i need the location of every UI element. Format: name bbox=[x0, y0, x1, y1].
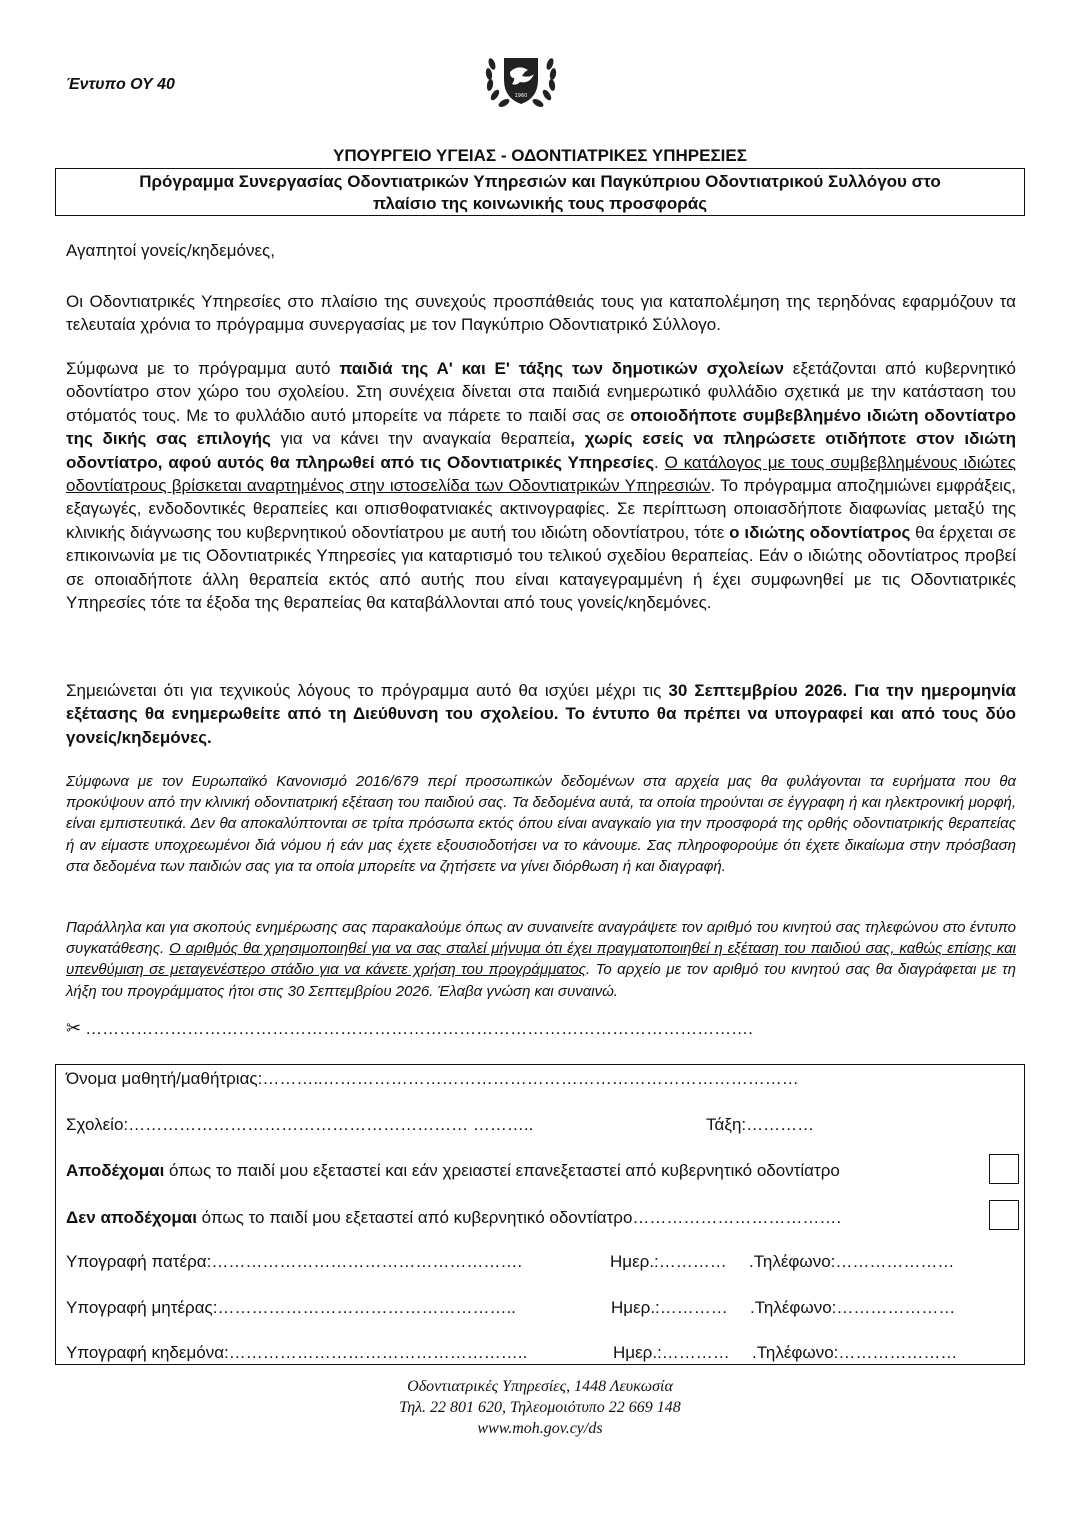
bold-span: οποιοδήποτε συμβεβλημένο ιδιώτη οδοντίατρο της δικής σας επιλογής bbox=[66, 405, 1016, 449]
father-phone-field[interactable]: .Τηλέφωνο:………………… bbox=[749, 1252, 955, 1271]
decline-option bbox=[66, 1208, 841, 1228]
bold-span: παιδιά της Α' και Ε' τάξης των δημοτικών σχολείων bbox=[339, 359, 784, 378]
decline-label: Δεν αποδέχομαι bbox=[66, 1208, 197, 1227]
validity-paragraph bbox=[66, 679, 1016, 749]
underlined-span: Ο αριθμός θα χρησιμοποιηθεί για να σας σταλεί μήνυμα ότι έχει πραγματοποιηθεί η εξέταση του παιδιού σας, καθώς επίσης και υπενθύμιση σε μεταγενέστερο στάδιο για να κάνετε χρήση του προγράμματος bbox=[66, 940, 1016, 979]
decline-text: όπως το παιδί μου εξεταστεί από κυβερνητικό οδοντίατρο………………………………. bbox=[196, 1208, 842, 1227]
mother-signature-field[interactable]: Υπογραφή μητέρας:…………………………………………….. bbox=[66, 1298, 516, 1317]
program-title-box bbox=[55, 168, 1025, 216]
dentist-list-link[interactable]: Ο κατάλογος με τους συμβεβλημένους ιδιώτες οδοντίατρους βρίσκεται αναρτημένος στην ιστοσελίδα των Οδοντιατρικών Υπηρεσιών bbox=[66, 452, 1016, 496]
phone-consent-paragraph bbox=[66, 917, 1016, 1002]
cyprus-coat-of-arms-icon bbox=[482, 50, 560, 114]
consent-form-box bbox=[55, 1064, 1025, 1365]
form-code: Έντυπο ΟΥ 40 bbox=[66, 76, 175, 93]
accept-text: όπως το παιδί μου εξεταστεί και εάν χρειαστεί επανεξεταστεί από κυβερνητικό οδοντίατρο bbox=[164, 1161, 840, 1180]
text-span: . Το πρόγραμμα αποζημιώνει εμφράξεις, εξαγωγές, ενδοδοντικές θεραπείες και οπισθοφατνιακές ακτινογραφίες. Σε περίπτωση οποιασδήποτε διαφωνίας μεταξύ της κλινικής διάγνωσης του κυβερνητικού οδοντίατρου με αυτή του ιδιώτη οδοντίατρου, τότε bbox=[66, 476, 1016, 542]
cut-line-dots: ………………………………………………………………………………………………………. bbox=[85, 1018, 753, 1038]
intro-paragraph: Οι Οδοντιατρικές Υπηρεσίες στο πλαίσιο της συνεχούς προσπάθειάς τους για καταπολέμηση της τερηδόνας εφαρμόζουν τα τελευταία χρόνια το πρόγραμμα συνεργασίας με τον Παγκύπριο Οδοντιατρικό Σύλλογο. bbox=[66, 292, 1016, 335]
bold-span: ο ιδιώτης οδοντίατρος bbox=[729, 522, 911, 542]
bold-span: , χωρίς εσείς να πληρώσετε οτιδήποτε στον ιδιώτη οδοντίατρο, αφού αυτός θα πληρωθεί από τις Οδοντιατρικές Υπηρεσίες bbox=[66, 429, 1016, 472]
greeting: Αγαπητοί γονείς/κηδεμόνες, bbox=[66, 241, 275, 260]
mother-date-field[interactable]: Ημερ.:………… bbox=[611, 1298, 728, 1317]
text-span: . Το αρχείο με τον αριθμό του κινητού σας θα διαγράφεται με τη λήξη του προγράμματος ήτοι στις 30 Σεπτεμβρίου 2026. Έλαβα γνώση και συναινώ. bbox=[66, 961, 1016, 1000]
program-description-paragraph bbox=[66, 357, 1016, 614]
text-span: για να κάνει την αναγκαία θεραπεία bbox=[270, 429, 571, 449]
grade-field[interactable]: Τάξη:………… bbox=[706, 1115, 815, 1134]
accept-label: Αποδέχομαι bbox=[66, 1161, 165, 1180]
student-name-field[interactable]: Όνομα μαθητή/μαθήτριας:………..………………………………………………………………………… bbox=[66, 1069, 799, 1088]
text-span: εξετάζονται από κυβερνητικό οδοντίατρο στον χώρο του σχολείου. Στη συνέχεια δίνεται στα παιδιά ενημερωτικό φυλλάδιο σχετικά με την κατάσταση του στόματός τους. Με το φυλλάδιο αυτό μπορείτε να πάρετε το παιδί σας σε bbox=[66, 359, 1016, 425]
svg-text:1960: 1960 bbox=[514, 93, 528, 99]
father-signature-field[interactable]: Υπογραφή πατέρα:………………………………………………. bbox=[66, 1252, 523, 1271]
gdpr-paragraph: Σύμφωνα με τον Ευρωπαϊκό Κανονισμό 2016/679 περί προσωπικών δεδομένων στα αρχεία μας θα φυλάγονται τα ευρήματα που θα προκύψουν από την κλινική οδοντιατρική εξέταση του παιδιού σας. Τα δεδομένα αυτά, τα οποία τηρούνται σε έγγραφη ή και ηλεκτρονική μορφή, είναι εμπιστευτικά. Δεν θα αποκαλύπτονται σε τρίτα πρόσωπα εκτός όπου είναι αναγκαίο για την προσφορά της ορθής οδοντιατρικής θεραπείας ή αν είμαστε υποχρεωμένοι διά νόμου ή εάν μας έχετε εξουσιοδοτήσει να το κάνουμε. Σας πληροφορούμε ότι έχετε δικαίωμα στην πρόσβαση στα δεδομένα των παιδιών σας για τα οποία μπορείτε να ζητήσετε να γίνει διόρθωση ή και διαγραφή. bbox=[66, 773, 1016, 875]
footer-phone: Τηλ. 22 801 620, Τηλεομοιότυπο 22 669 148 bbox=[399, 1399, 681, 1416]
text-span: Σύμφωνα με το πρόγραμμα αυτό bbox=[66, 359, 340, 378]
text-span: θα έρχεται σε επικοινωνία με τις Οδοντιατρικές Υπηρεσίες για καταρτισμό του τελικού σχεδίου θεραπείας. Εάν ο ιδιώτης οδοντίατρος προβεί σε οποιαδήποτε άλλη θεραπεία εκτός από αυτής που είναι καταγεγραμμένη ή έχει συμφωνηθεί με τις Οδοντιατρικές Υπηρεσίες τότε τα έξοδα της θεραπείας θα καταβάλλονται από τους γονείς/κηδεμόνες. bbox=[66, 522, 1016, 613]
decline-checkbox[interactable] bbox=[989, 1200, 1019, 1230]
bold-span: 30 Σεπτεμβρίου 2026. Για την ημερομηνία εξέτασης θα ενημερωθείτε από τη Διεύθυνση του σχολείου. Το έντυπο θα πρέπει να υπογραφεί και από τους δύο γονείς/κηδεμόνες. bbox=[66, 681, 1016, 747]
text-span: . bbox=[654, 452, 665, 472]
guardian-phone-field[interactable]: .Τηλέφωνο:………………… bbox=[752, 1343, 958, 1362]
accept-checkbox[interactable] bbox=[989, 1154, 1019, 1184]
guardian-signature-field[interactable]: Υπογραφή κηδεμόνα:…………………………………………….. bbox=[66, 1343, 528, 1362]
father-date-field[interactable]: Ημερ.:………… bbox=[610, 1252, 727, 1271]
cut-line bbox=[66, 1018, 753, 1039]
ministry-title: ΥΠΟΥΡΓΕΙΟ ΥΓΕΙΑΣ - ΟΔΟΝΤΙΑΤΡΙΚΕΣ ΥΠΗΡΕΣΙΕΣ bbox=[333, 146, 747, 165]
accept-option bbox=[66, 1161, 840, 1181]
program-title-line2: πλαίσιο της κοινωνικής τους προσφοράς bbox=[372, 194, 708, 213]
school-field[interactable]: Σχολείο:…………………………………………………… ……….. bbox=[66, 1115, 534, 1134]
footer-website[interactable]: www.moh.gov.cy/ds bbox=[477, 1420, 603, 1437]
program-title-line1: Πρόγραμμα Συνεργασίας Οδοντιατρικών Υπηρεσιών και Παγκύπριου Οδοντιατρικού Συλλόγου στο bbox=[139, 172, 941, 191]
footer-address: Οδοντιατρικές Υπηρεσίες, 1448 Λευκωσία bbox=[407, 1378, 673, 1395]
scissors-icon: ✂ bbox=[66, 1018, 82, 1038]
text-span: Σημειώνεται ότι για τεχνικούς λόγους το πρόγραμμα αυτό θα ισχύει μέχρι τις bbox=[66, 681, 669, 700]
mother-phone-field[interactable]: .Τηλέφωνο:………………… bbox=[750, 1298, 956, 1317]
guardian-date-field[interactable]: Ημερ.:………… bbox=[613, 1343, 730, 1362]
text-span: Παράλληλα και για σκοπούς ενημέρωσης σας παρακαλούμε όπως αν συναινείτε αναγράψετε τον αριθμό του κινητού σας τηλεφώνου στο έντυπο συγκατάθεσης. bbox=[66, 919, 1016, 958]
